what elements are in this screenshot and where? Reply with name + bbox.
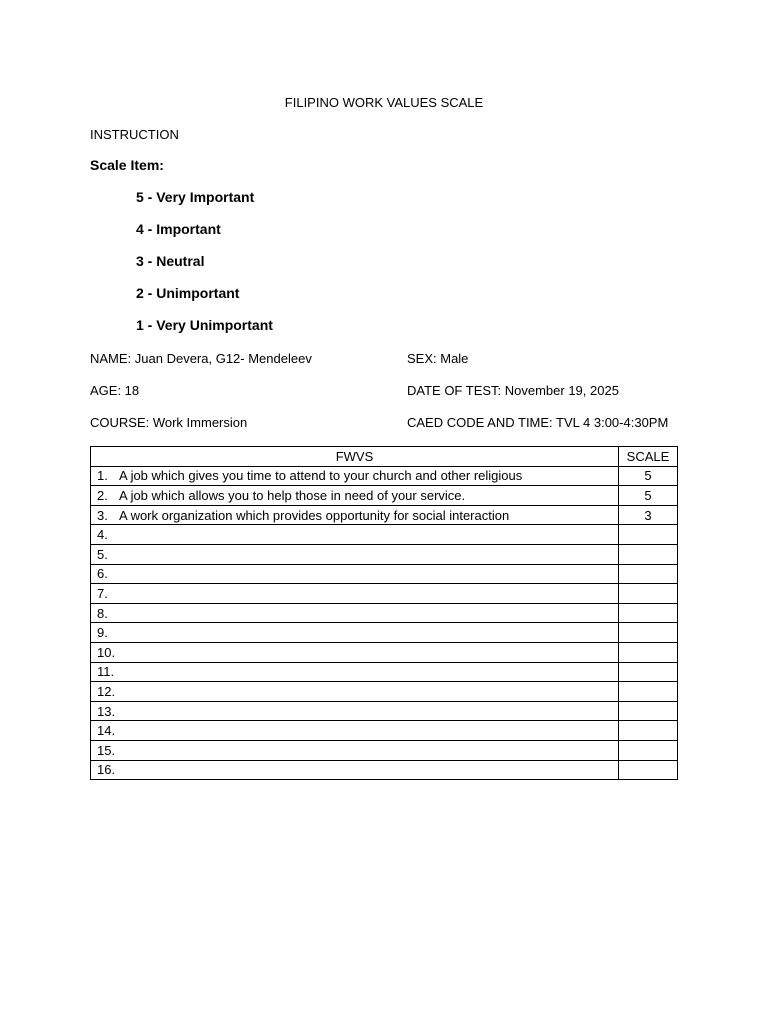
scale-item-list (136, 189, 273, 349)
scale-value-cell: 5 (619, 486, 678, 506)
item-number: 1. (97, 468, 108, 484)
item-number: 8. (97, 605, 108, 621)
item-number: 7. (97, 585, 108, 601)
scale-value-cell (619, 662, 678, 682)
fwvs-item-cell (91, 701, 619, 721)
table-row (91, 682, 678, 702)
table-row (91, 603, 678, 623)
table-row (91, 466, 678, 486)
fwvs-item-cell (91, 544, 619, 564)
instruction-label: INSTRUCTION (90, 127, 179, 142)
table-row (91, 662, 678, 682)
table-row (91, 721, 678, 741)
course-field: COURSE: Work Immersion (90, 415, 248, 430)
table-row (91, 525, 678, 545)
item-number: 9. (97, 625, 108, 641)
info-row-age-date (90, 383, 690, 401)
fwvs-table (90, 446, 678, 780)
item-number: 14. (97, 723, 116, 739)
item-number: 16. (97, 762, 116, 778)
scale-item: 1 - Very Unimportant (136, 317, 273, 333)
item-number: 12. (97, 683, 116, 699)
item-number: 10. (97, 644, 116, 660)
scale-item: 4 - Important (136, 221, 221, 237)
fwvs-item-cell (91, 564, 619, 584)
scale-value-cell (619, 584, 678, 604)
item-number: 13. (97, 703, 116, 719)
scale-item: 5 - Very Important (136, 189, 255, 205)
scale-value-cell (619, 721, 678, 741)
table-row (91, 642, 678, 662)
fwvs-item-cell (91, 486, 619, 506)
scale-value-cell (619, 760, 678, 780)
table-row (91, 740, 678, 760)
scale-value-cell (619, 623, 678, 643)
scale-value-cell: 3 (619, 505, 678, 525)
scale-value-cell (619, 701, 678, 721)
age-field: AGE: 18 (90, 383, 140, 398)
document-title: FILIPINO WORK VALUES SCALE (284, 95, 484, 110)
table-row (91, 623, 678, 643)
scale-column-header: SCALE (619, 447, 678, 467)
table-row (91, 544, 678, 564)
fwvs-item-cell (91, 584, 619, 604)
date-of-test-field: DATE OF TEST: November 19, 2025 (407, 383, 619, 398)
table-row (91, 564, 678, 584)
scale-value-cell (619, 642, 678, 662)
fwvs-column-header: FWVS (91, 447, 619, 467)
item-number: 5. (97, 546, 108, 562)
scale-value-cell (619, 525, 678, 545)
fwvs-item-cell (91, 642, 619, 662)
fwvs-item-cell (91, 623, 619, 643)
sex-field: SEX: Male (407, 351, 469, 366)
table-header-row (91, 447, 678, 467)
scale-value-cell: 5 (619, 466, 678, 486)
item-number: 11. (97, 664, 115, 680)
table-row (91, 486, 678, 506)
fwvs-item-cell (91, 662, 619, 682)
fwvs-item-cell (91, 721, 619, 741)
scale-item: 3 - Neutral (136, 253, 205, 269)
fwvs-item-cell (91, 740, 619, 760)
item-number: 6. (97, 566, 108, 582)
item-text: A job which gives you time to attend to your church and other religious (119, 468, 523, 484)
item-number: 3. (97, 507, 108, 523)
fwvs-item-cell (91, 505, 619, 525)
table-row (91, 505, 678, 525)
fwvs-item-cell (91, 466, 619, 486)
item-number: 2. (97, 487, 108, 503)
item-text: A work organization which provides opportunity for social interaction (119, 507, 510, 523)
table-row (91, 701, 678, 721)
scale-value-cell (619, 544, 678, 564)
item-text: A job which allows you to help those in need of your service. (119, 487, 466, 503)
fwvs-table-body (91, 466, 678, 780)
name-field: NAME: Juan Devera, G12- Mendeleev (90, 351, 312, 366)
scale-value-cell (619, 740, 678, 760)
info-row-course-caed (90, 415, 690, 433)
item-number: 4. (97, 527, 108, 543)
fwvs-item-cell (91, 760, 619, 780)
table-row (91, 584, 678, 604)
scale-item: 2 - Unimportant (136, 285, 240, 301)
fwvs-item-cell (91, 525, 619, 545)
table-row (91, 760, 678, 780)
scale-value-cell (619, 682, 678, 702)
scale-value-cell (619, 603, 678, 623)
scale-value-cell (619, 564, 678, 584)
item-number: 15. (97, 742, 116, 758)
caed-field: CAED CODE AND TIME: TVL 4 3:00-4:30PM (407, 415, 669, 430)
info-row-name-sex (90, 351, 690, 369)
fwvs-item-cell (91, 682, 619, 702)
scale-heading: Scale Item: (90, 157, 164, 173)
fwvs-item-cell (91, 603, 619, 623)
